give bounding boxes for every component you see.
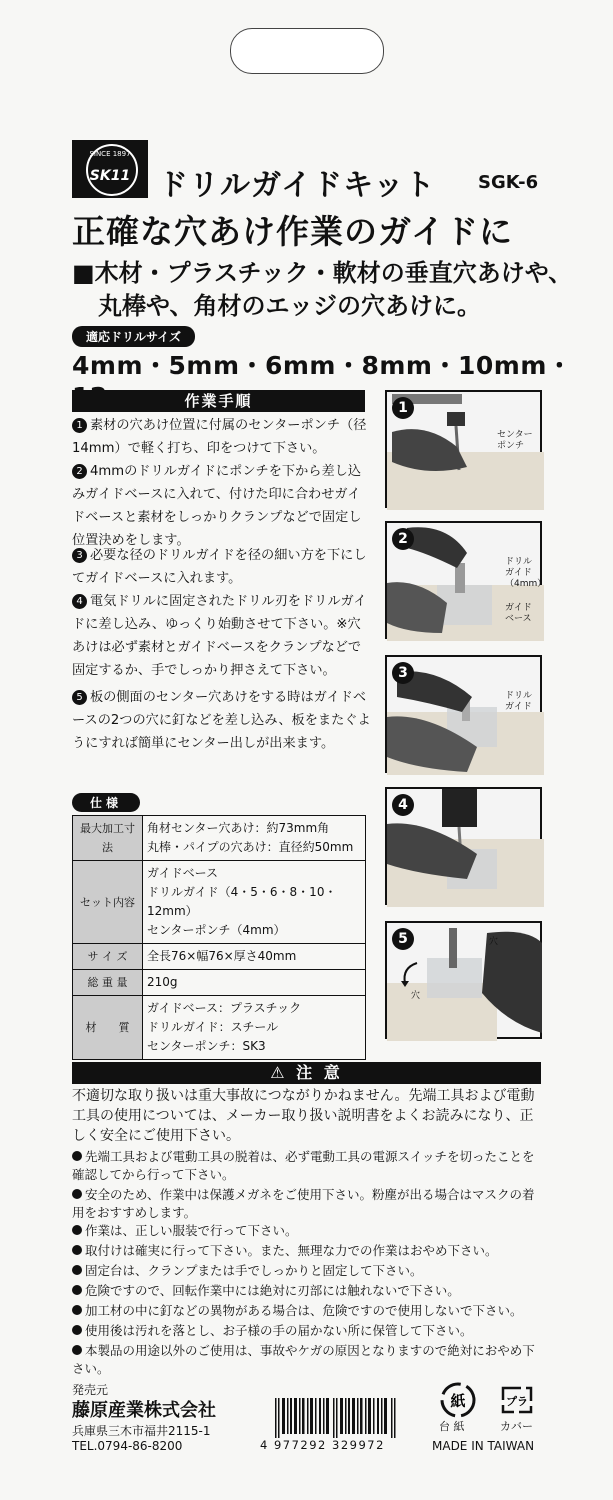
bullet-icon xyxy=(72,1265,82,1275)
caution-text: 使用後は汚れを落とし、お子様の手の届かない所に保管して下さい。 xyxy=(85,1323,473,1338)
list-item xyxy=(72,1186,542,1222)
logo-brand: SK11 xyxy=(89,168,131,184)
list-item xyxy=(72,1302,542,1320)
step-number: 4 xyxy=(72,594,87,609)
photo-number: 5 xyxy=(392,928,414,950)
step-number: 1 xyxy=(72,418,87,433)
table-row xyxy=(73,944,366,970)
drill-size-label: 適応ドリルサイズ xyxy=(72,326,195,347)
caution-text: 作業は、正しい服装で行って下さい。 xyxy=(85,1223,298,1238)
caution-text: 先端工具および電動工具の脱着は、必ず電動工具の電源スイッチを切ったことを確認してから行って下さい。 xyxy=(72,1149,535,1182)
photo-label: センター ポンチ xyxy=(497,430,533,451)
photo-step-5 xyxy=(385,921,542,1039)
photo-step-2 xyxy=(385,521,547,639)
company-tel: TEL.0794-86-8200 xyxy=(72,1439,183,1453)
recycle-plastic-label: カバー xyxy=(500,1420,533,1433)
spec-key: 総 重 量 xyxy=(73,970,143,996)
company-address: 兵庫県三木市福井2115-1 xyxy=(72,1424,211,1438)
photo-label-hole: 穴 xyxy=(489,937,499,947)
procedure-heading: 作業手順 xyxy=(72,390,365,412)
list-item xyxy=(72,1262,542,1280)
list-item xyxy=(72,1148,542,1184)
photo-label-hole: 穴 xyxy=(411,991,421,1001)
step-1 xyxy=(72,414,372,460)
photo-label-drill-guide: ドリル ガイド （4mm） xyxy=(505,557,547,589)
step-3 xyxy=(72,544,372,590)
list-item xyxy=(72,1242,542,1260)
step-2 xyxy=(72,460,372,552)
caution-lead: 不適切な取り扱いは重大事故につながりかねません。先端工具および電動工具の使用については、メーカー取り扱い説明書をよくお読みになり、正しく安全にご使用下さい。 xyxy=(72,1088,535,1144)
spec-key: 材 質 xyxy=(73,996,143,1060)
step-number: 2 xyxy=(72,464,87,479)
step-text: 素材の穴あけ位置に付属のセンターポンチ（径14mm）で軽く打ち、印をつけて下さい。 xyxy=(72,418,367,456)
photo-step-4 xyxy=(385,787,542,905)
spec-value: ガイドベース：プラスチック ドリルガイド：スチール センターポンチ：SK3 xyxy=(143,996,366,1060)
step-text: 板の側面のセンター穴あけをする時はガイドベースの2つの穴に釘などを差し込み、板をまたぐようにすれば簡単にセンター出しが出来ます。 xyxy=(72,690,371,751)
recycle-paper-mark: 紙 xyxy=(450,1392,466,1410)
spec-key: サ イ ズ xyxy=(73,944,143,970)
caution-text: 危険ですので、回転作業中には絶対に刃部には触れないで下さい。 xyxy=(85,1283,460,1298)
list-item xyxy=(72,1222,542,1240)
bullet-icon xyxy=(72,1325,82,1335)
list-item xyxy=(72,1342,542,1378)
bullet-icon xyxy=(72,1151,82,1161)
hang-hole xyxy=(230,28,384,74)
photo-step-1 xyxy=(385,390,542,508)
recycle-plastic-icon xyxy=(495,1380,539,1420)
recycle-paper-label: 台 紙 xyxy=(439,1420,465,1433)
caution-text: 固定台は、クランプまたは手でしっかりと固定して下さい。 xyxy=(85,1263,423,1278)
spec-value: 全長76×幅76×厚さ40mm xyxy=(143,944,366,970)
list-item xyxy=(72,1322,542,1340)
caution-text: 取付けは確実に行って下さい。また、無理な力での作業はおやめ下さい。 xyxy=(85,1243,498,1258)
photo-number: 2 xyxy=(392,528,414,550)
lead-line-1: ■木材・プラスチック・軟材の垂直穴あけや、 xyxy=(72,259,573,287)
photo-number: 1 xyxy=(392,397,414,419)
bullet-icon xyxy=(72,1345,82,1355)
step-text: 必要な径のドリルガイドを径の細い方を下にしてガイドベースに入れます。 xyxy=(72,548,367,586)
step-4 xyxy=(72,590,372,682)
table-row xyxy=(73,861,366,944)
bullet-icon xyxy=(72,1285,82,1295)
table-row xyxy=(73,996,366,1060)
recycle-plastic-mark: プラ xyxy=(506,1395,528,1408)
brand-logo xyxy=(72,140,148,198)
lead-line-2: 丸棒や、角材のエッジの穴あけに。 xyxy=(98,292,482,320)
spec-table xyxy=(72,815,366,1060)
bullet-icon xyxy=(72,1189,82,1199)
caution-text: 安全のため、作業中は保護メガネをご使用下さい。粉塵が出る場合はマスクの着用をおすすめします。 xyxy=(72,1187,535,1220)
bullet-icon xyxy=(72,1245,82,1255)
photo-label-guide-base: ガイド ベース xyxy=(505,603,532,624)
bullet-icon xyxy=(72,1225,82,1235)
company-name: 藤原産業株式会社 xyxy=(72,1400,216,1421)
logo-since: SINCE 1897 xyxy=(89,150,131,158)
product-title: ドリルガイドキット xyxy=(158,168,436,203)
model-number: SGK-6 xyxy=(478,172,539,193)
spec-value: 210g xyxy=(143,970,366,996)
spec-key: 最大加工寸法 xyxy=(73,816,143,861)
barcode-number: 4 977292 329972 xyxy=(260,1438,385,1452)
photo-label: ドリル ガイド xyxy=(505,691,533,712)
step-number: 5 xyxy=(72,690,87,705)
made-in: MADE IN TAIWAN xyxy=(432,1439,535,1453)
bullet-icon xyxy=(72,1305,82,1315)
spec-value: ガイドベース ドリルガイド（4・5・6・8・10・12mm） センターポンチ（4mm） xyxy=(143,861,366,944)
step-number: 3 xyxy=(72,548,87,563)
photo-step-3 xyxy=(385,655,542,773)
caution-text: 加工材の中に釘などの異物がある場合は、危険ですので使用しないで下さい。 xyxy=(85,1303,523,1318)
spec-key: セット内容 xyxy=(73,861,143,944)
spec-value: 角材センター穴あけ：約73mm角 丸棒・パイプの穴あけ：直径約50mm xyxy=(143,816,366,861)
photo-number: 3 xyxy=(392,662,414,684)
caution-heading: ⚠ 注 意 xyxy=(72,1062,541,1084)
seller-tag: 発売元 xyxy=(72,1383,109,1397)
table-row xyxy=(73,816,366,861)
recycle-paper-icon xyxy=(436,1380,480,1420)
drill-sizes: 4mm・5mm・6mm・8mm・10mm・ xyxy=(72,351,573,380)
spec-heading: 仕様 xyxy=(72,793,140,812)
step-text: 電気ドリルに固定されたドリル刃をドリルガイドに差し込み、ゆっくり始動させて下さい。※穴あけは必ず素材とガイドベースをクランプなどで固定するか、手でしっかり押さえて下さい。 xyxy=(72,594,367,678)
table-row xyxy=(73,970,366,996)
barcode xyxy=(275,1398,397,1438)
caution-text: 本製品の用途以外のご使用は、事故やケガの原因となりますので絶対におやめ下さい。 xyxy=(72,1343,535,1376)
step-text: 4mmのドリルガイドにポンチを下から差し込みガイドベースに入れて、付けた印に合わせガイドベースと素材をしっかりクランプなどで固定し位置決めをします。 xyxy=(72,464,362,548)
photo-number: 4 xyxy=(392,794,414,816)
list-item xyxy=(72,1282,542,1300)
step-5 xyxy=(72,686,372,755)
product-subtitle: 正確な穴あけ作業のガイドに xyxy=(72,212,514,251)
